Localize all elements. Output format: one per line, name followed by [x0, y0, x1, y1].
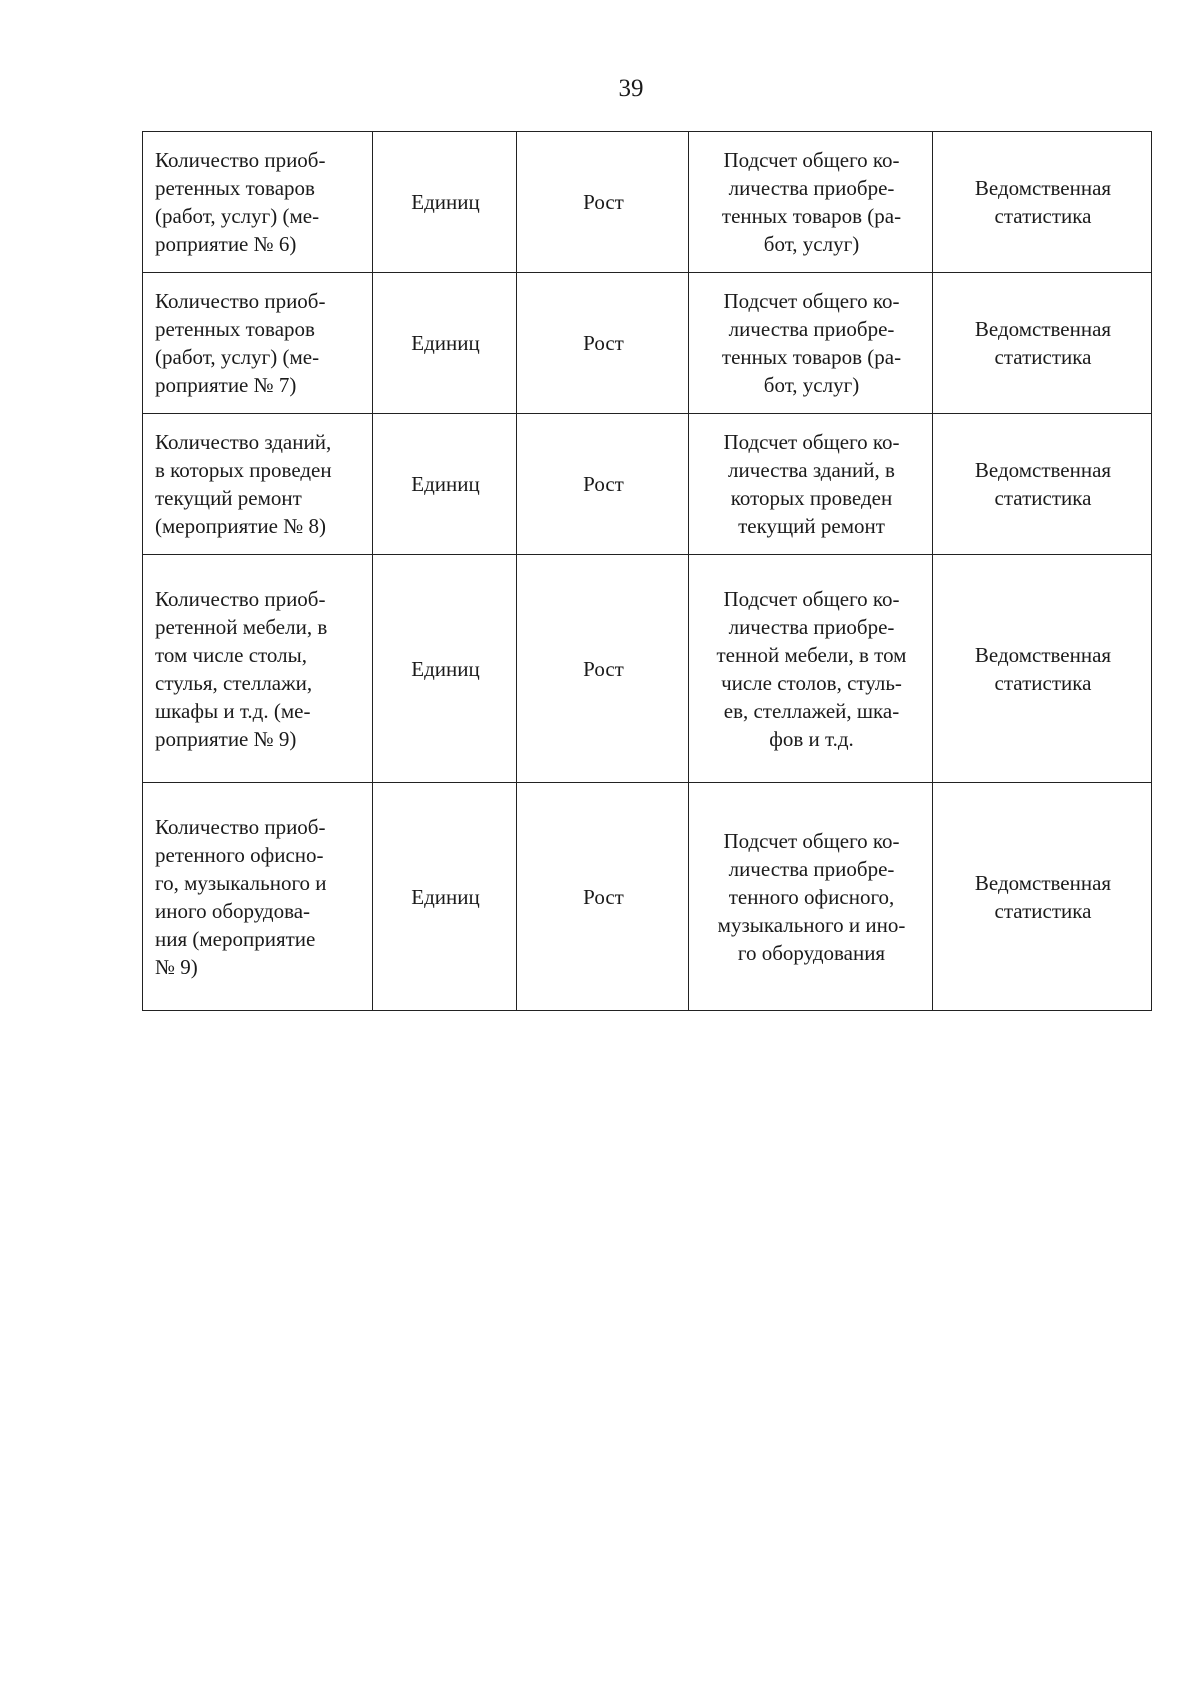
- table-row: [143, 783, 1152, 1011]
- indicator-cell: Количество приоб- ретенных товаров (работ, услуг) (ме- роприятие № 7): [143, 273, 373, 414]
- trend-cell: Рост: [517, 132, 689, 273]
- source-cell: Ведомственная статистика: [933, 132, 1152, 273]
- unit-cell: Единиц: [373, 783, 517, 1011]
- trend-cell: Рост: [517, 414, 689, 555]
- source-cell: Ведомственная статистика: [933, 783, 1152, 1011]
- unit-cell: Единиц: [373, 132, 517, 273]
- table-row: [143, 273, 1152, 414]
- source-cell: Ведомственная статистика: [933, 414, 1152, 555]
- page-number: 39: [618, 75, 644, 102]
- indicator-cell: Количество зданий, в которых проведен текущий ремонт (мероприятие № 8): [143, 414, 373, 555]
- method-cell: Подсчет общего ко- личества приобре- тенной мебели, в том числе столов, стуль- ев, стеллажей, шка- фов и т.д.: [689, 555, 933, 783]
- indicator-cell: Количество приоб- ретенного офисно- го, музыкального и иного оборудова- ния (мероприятие № 9): [143, 783, 373, 1011]
- method-cell: Подсчет общего ко- личества приобре- тенных товаров (ра- бот, услуг): [689, 132, 933, 273]
- source-cell: Ведомственная статистика: [933, 273, 1152, 414]
- unit-cell: Единиц: [373, 273, 517, 414]
- trend-cell: Рост: [517, 783, 689, 1011]
- table-row: [143, 132, 1152, 273]
- unit-cell: Единиц: [373, 555, 517, 783]
- method-cell: Подсчет общего ко- личества приобре- тенного офисного, музыкального и ино- го оборудования: [689, 783, 933, 1011]
- method-cell: Подсчет общего ко- личества приобре- тенных товаров (ра- бот, услуг): [689, 273, 933, 414]
- indicators-table: [142, 131, 1152, 1011]
- trend-cell: Рост: [517, 555, 689, 783]
- table-body: [143, 132, 1152, 1011]
- table-row: [143, 414, 1152, 555]
- trend-cell: Рост: [517, 273, 689, 414]
- method-cell: Подсчет общего ко- личества зданий, в которых проведен текущий ремонт: [689, 414, 933, 555]
- table-row: [143, 555, 1152, 783]
- source-cell: Ведомственная статистика: [933, 555, 1152, 783]
- indicator-cell: Количество приоб- ретенных товаров (работ, услуг) (ме- роприятие № 6): [143, 132, 373, 273]
- indicator-cell: Количество приоб- ретенной мебели, в том числе столы, стулья, стеллажи, шкафы и т.д. (ме- роприятие № 9): [143, 555, 373, 783]
- unit-cell: Единиц: [373, 414, 517, 555]
